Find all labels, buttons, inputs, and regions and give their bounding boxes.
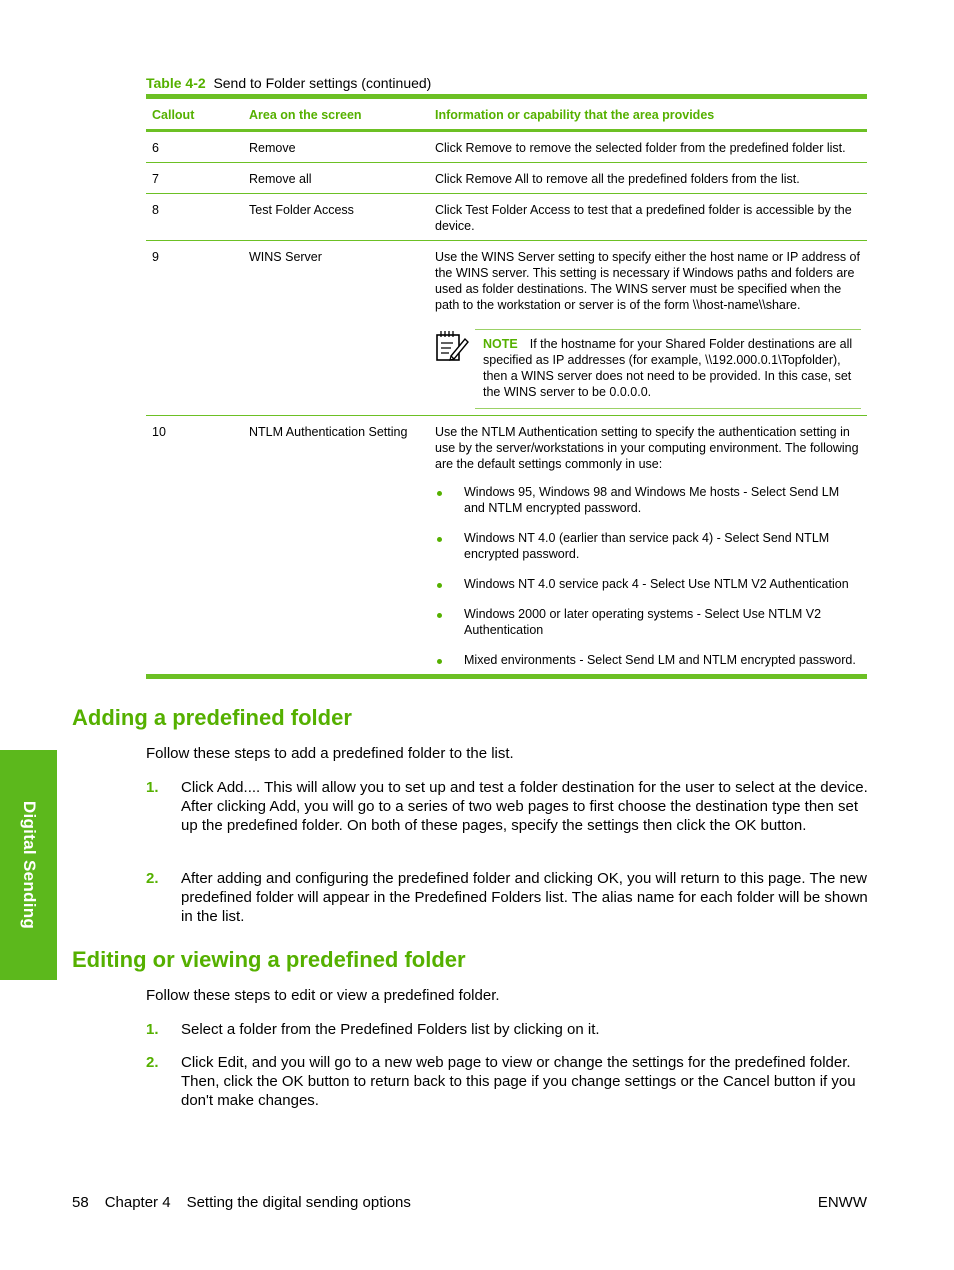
step-text: After adding and configuring the predefined folder and clicking OK, you will return to this page. The new predefined folder will appear in the Predefined Folders list. The alias name for each folder will be shown in the list. xyxy=(181,870,868,925)
step-number: 1. xyxy=(146,1021,159,1038)
cell-area: Remove xyxy=(243,131,429,163)
cell-info: Click Remove to remove the selected folder from the predefined folder list. xyxy=(429,131,867,163)
step-text: Click Add.... This will allow you to set up and test a folder destination for the user to select at the device. After clicking Add, you will go to a series of two web pages to first choose the destination type then set up the predefined folder. On both of these pages, specify the settings then click the OK button. xyxy=(181,779,868,834)
cell-callout: 8 xyxy=(146,194,243,241)
list-item xyxy=(435,576,861,592)
bullet-icon xyxy=(437,583,442,588)
page-number: 58 xyxy=(72,1194,89,1211)
cell-area: NTLM Authentication Setting xyxy=(243,416,429,677)
bullet-icon xyxy=(437,659,442,664)
list-item-text: Windows 95, Windows 98 and Windows Me hosts - Select Send LM and NTLM encrypted password. xyxy=(464,485,840,515)
header-callout: Callout xyxy=(146,97,243,131)
step-text: Select a folder from the Predefined Folders list by clicking on it. xyxy=(181,1021,600,1038)
adding-step-1 xyxy=(146,778,868,835)
table-caption-label: Table 4-2 xyxy=(146,75,206,91)
table-row xyxy=(146,241,867,416)
note-pad-icon xyxy=(435,329,475,409)
table-caption xyxy=(146,75,431,91)
ntlm-description: Use the NTLM Authentication setting to specify the authentication setting in use by the server/workstations in your computing environment. The following are the default settings commonly in use: xyxy=(435,425,859,471)
heading-editing-predefined-folder: Editing or viewing a predefined folder xyxy=(72,947,466,972)
heading-adding-predefined-folder: Adding a predefined folder xyxy=(72,705,352,730)
cell-callout: 6 xyxy=(146,131,243,163)
table-row xyxy=(146,163,867,194)
step-number: 2. xyxy=(146,1054,159,1071)
table-header-row xyxy=(146,97,867,131)
list-item xyxy=(435,606,861,638)
cell-info xyxy=(429,416,867,677)
list-item-text: Mixed environments - Select Send LM and NTLM encrypted password. xyxy=(464,653,856,667)
cell-info xyxy=(429,241,867,416)
cell-area: WINS Server xyxy=(243,241,429,416)
cell-info: Click Test Folder Access to test that a predefined folder is accessible by the device. xyxy=(429,194,867,241)
adding-step-2 xyxy=(146,869,868,926)
note-text xyxy=(475,329,861,409)
page-footer xyxy=(72,1194,411,1211)
header-area: Area on the screen xyxy=(243,97,429,131)
ntlm-bullet-list xyxy=(435,484,861,668)
list-item-text: Windows 2000 or later operating systems - Select Use NTLM V2 Authentication xyxy=(464,607,822,637)
cell-callout: 10 xyxy=(146,416,243,677)
cell-callout: 7 xyxy=(146,163,243,194)
header-info: Information or capability that the area provides xyxy=(429,97,867,131)
list-item xyxy=(435,652,861,668)
cell-area: Test Folder Access xyxy=(243,194,429,241)
bullet-icon xyxy=(437,613,442,618)
list-item-text: Windows NT 4.0 (earlier than service pack 4) - Select Send NTLM encrypted password. xyxy=(464,531,830,561)
step-text: Click Edit, and you will go to a new web page to view or change the settings for the predefined folder. Then, click the OK button to return back to this page if you change settings or the Cancel button if you don't make changes. xyxy=(181,1054,856,1109)
note-body: If the hostname for your Shared Folder destinations are all specified as IP addresses (for example, \\192.000.0.1\Topfolder), then a WINS server does not need to be provided. In this case, set the WINS server to be 0.0.0.0. xyxy=(483,337,853,399)
wins-description: Use the WINS Server setting to specify either the host name or IP address of the WINS server. This setting is necessary if Windows paths and folders are used as folder destinations. The WINS server must be specified when the path to the workstation or server is of the form \\host-name\\share. xyxy=(435,250,860,312)
table-row xyxy=(146,194,867,241)
bullet-icon xyxy=(437,491,442,496)
chapter-side-tab xyxy=(0,750,57,980)
bullet-icon xyxy=(437,537,442,542)
cell-area: Remove all xyxy=(243,163,429,194)
footer-chapter: Chapter 4 xyxy=(104,1194,171,1211)
list-item-text: Windows NT 4.0 service pack 4 - Select Use NTLM V2 Authentication xyxy=(464,577,849,591)
step-number: 1. xyxy=(146,779,159,796)
editing-step-1 xyxy=(146,1020,868,1039)
cell-info: Click Remove All to remove all the predefined folders from the list. xyxy=(429,163,867,194)
editing-intro: Follow these steps to edit or view a predefined folder. xyxy=(146,987,500,1004)
footer-chapter-title: Setting the digital sending options xyxy=(186,1194,411,1211)
table-caption-text: Send to Folder settings (continued) xyxy=(213,75,432,91)
cell-callout: 9 xyxy=(146,241,243,416)
table-row xyxy=(146,416,867,677)
footer-document-code: ENWW xyxy=(817,1194,867,1211)
list-item xyxy=(435,530,861,562)
adding-intro: Follow these steps to add a predefined folder to the list. xyxy=(146,745,514,762)
table-row xyxy=(146,131,867,163)
list-item xyxy=(435,484,861,516)
editing-step-2 xyxy=(146,1053,868,1110)
note-label: NOTE xyxy=(483,337,518,351)
settings-table xyxy=(146,94,867,679)
side-tab-label: Digital Sending xyxy=(19,800,39,930)
note-box xyxy=(435,329,861,409)
step-number: 2. xyxy=(146,870,159,887)
